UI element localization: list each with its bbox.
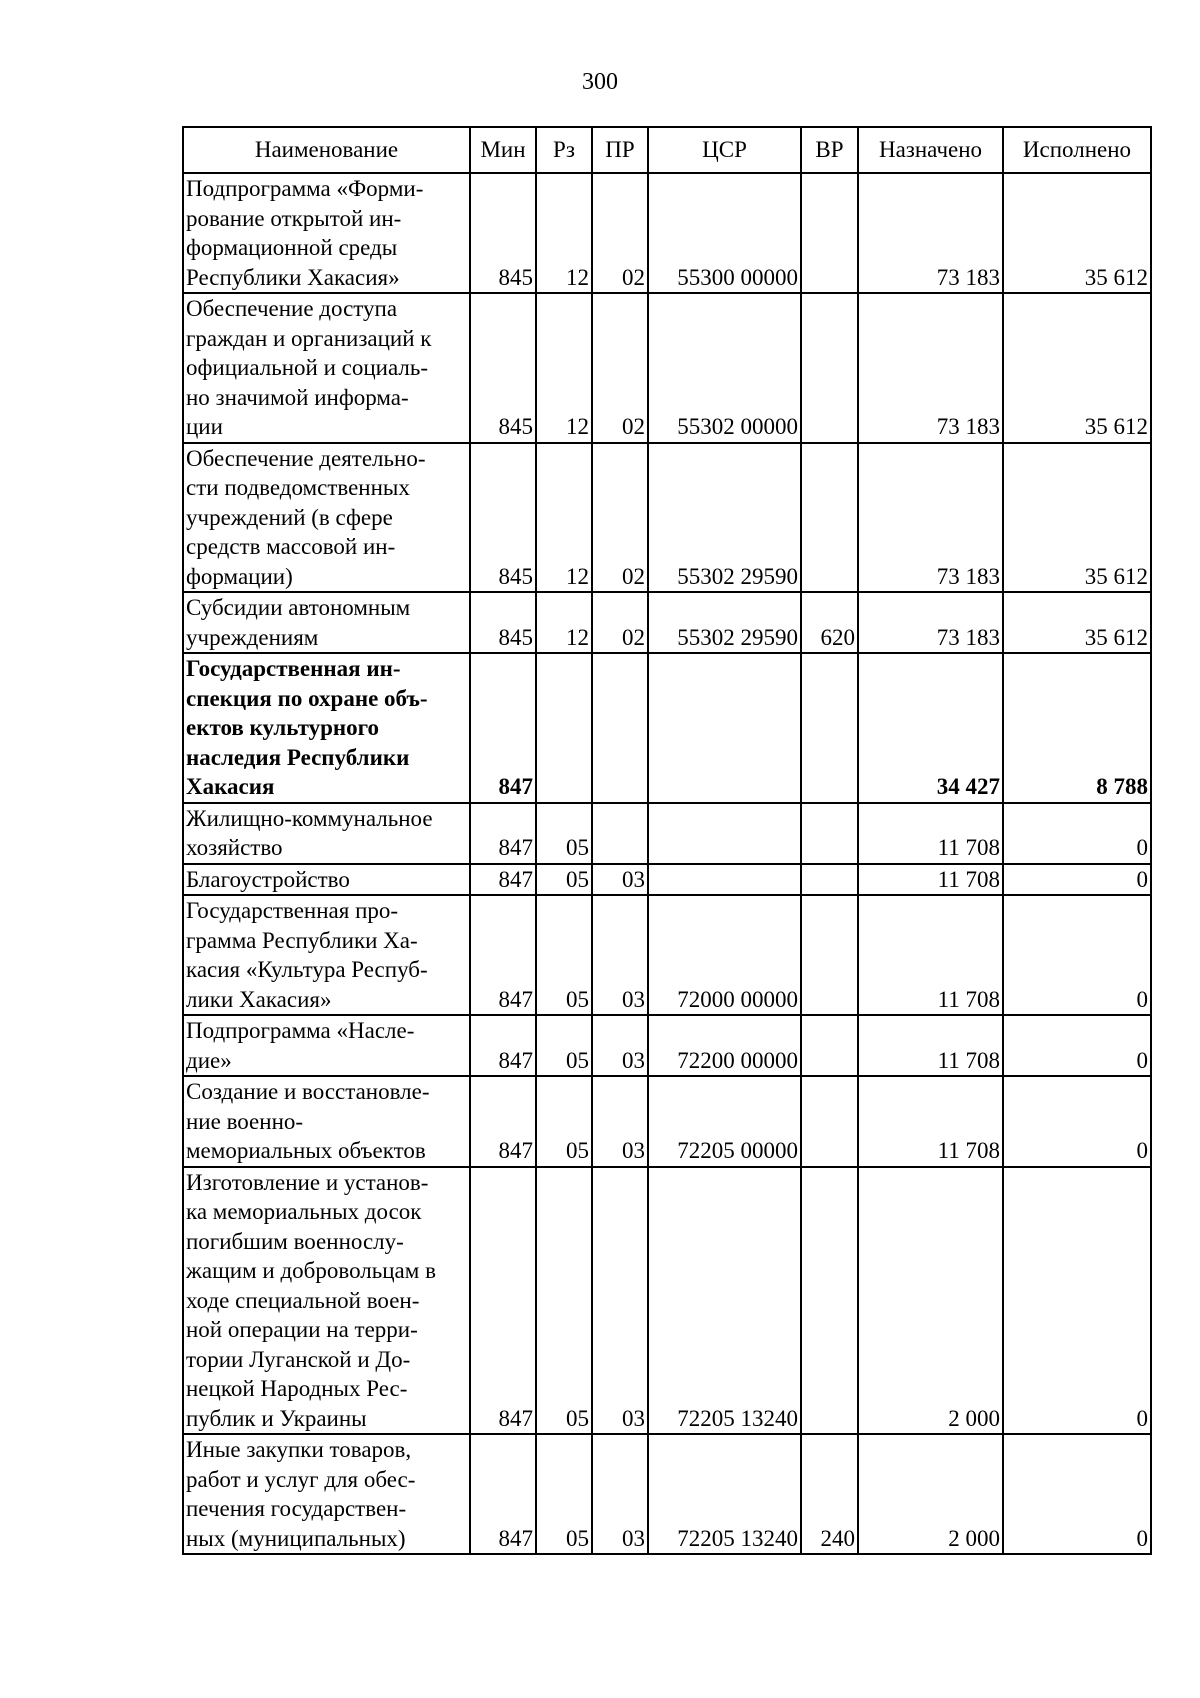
row-rz: 05 — [536, 895, 592, 1015]
row-min: 845 — [470, 443, 536, 593]
row-pr: 03 — [592, 864, 648, 896]
header-name: Наименование — [183, 127, 470, 173]
row-csr: 72205 13240 — [648, 1167, 801, 1435]
row-rz: 12 — [536, 592, 592, 653]
table-row — [183, 864, 1151, 896]
row-pr: 02 — [592, 443, 648, 593]
row-min: 847 — [470, 653, 536, 803]
table-row — [183, 1167, 1151, 1435]
row-name: Государственная ин- спекция по охране объ- ектов культурного наследия Республики Хакасия — [183, 653, 470, 803]
row-vr — [801, 895, 858, 1015]
row-min: 847 — [470, 1015, 536, 1076]
row-executed: 0 — [1003, 1434, 1151, 1554]
row-executed: 35 612 — [1003, 592, 1151, 653]
header-vr: ВР — [801, 127, 858, 173]
row-vr — [801, 1015, 858, 1076]
row-vr — [801, 864, 858, 896]
row-csr: 55302 29590 — [648, 443, 801, 593]
table-row — [183, 1434, 1151, 1554]
row-csr — [648, 864, 801, 896]
table-row — [183, 803, 1151, 864]
row-assigned: 73 183 — [858, 443, 1003, 593]
row-csr — [648, 803, 801, 864]
row-assigned: 11 708 — [858, 1076, 1003, 1167]
row-csr: 72205 13240 — [648, 1434, 801, 1554]
row-pr: 03 — [592, 1015, 648, 1076]
row-executed: 35 612 — [1003, 293, 1151, 443]
header-pr: ПР — [592, 127, 648, 173]
table-row — [183, 293, 1151, 443]
page-number: 300 — [582, 69, 618, 95]
row-csr: 55302 00000 — [648, 293, 801, 443]
row-rz: 12 — [536, 293, 592, 443]
row-assigned: 34 427 — [858, 653, 1003, 803]
row-name: Благоустройство — [183, 864, 470, 896]
row-min: 845 — [470, 293, 536, 443]
row-csr: 55300 00000 — [648, 173, 801, 293]
row-executed: 0 — [1003, 1015, 1151, 1076]
row-min: 847 — [470, 1076, 536, 1167]
row-name: Жилищно-коммунальное хозяйство — [183, 803, 470, 864]
row-csr: 72205 00000 — [648, 1076, 801, 1167]
row-csr: 72000 00000 — [648, 895, 801, 1015]
table-body — [183, 173, 1151, 1554]
row-rz: 05 — [536, 864, 592, 896]
table-row — [183, 1076, 1151, 1167]
row-name: Изготовление и установ- ка мемориальных досок погибшим военнослу- жащим и добровольцам в ходе специальной воен- ной операции на терри- тории Луганской и До- нецкой Народных Рес- публик и Украины — [183, 1167, 470, 1435]
row-rz: 05 — [536, 1167, 592, 1435]
row-min: 845 — [470, 592, 536, 653]
row-vr — [801, 293, 858, 443]
row-assigned: 11 708 — [858, 864, 1003, 896]
header-csr: ЦСР — [648, 127, 801, 173]
row-executed: 0 — [1003, 1167, 1151, 1435]
row-min: 845 — [470, 173, 536, 293]
row-rz: 12 — [536, 443, 592, 593]
row-name: Создание и восстановле- ние военно- мемориальных объектов — [183, 1076, 470, 1167]
row-vr — [801, 653, 858, 803]
table-row — [183, 443, 1151, 593]
row-name: Субсидии автономным учреждениям — [183, 592, 470, 653]
row-vr — [801, 1167, 858, 1435]
row-vr: 240 — [801, 1434, 858, 1554]
row-executed: 0 — [1003, 895, 1151, 1015]
row-assigned: 73 183 — [858, 173, 1003, 293]
row-csr: 55302 29590 — [648, 592, 801, 653]
header-executed: Исполнено — [1003, 127, 1151, 173]
row-rz: 05 — [536, 803, 592, 864]
row-vr — [801, 1076, 858, 1167]
header-rz: Рз — [536, 127, 592, 173]
table-row — [183, 895, 1151, 1015]
row-rz — [536, 653, 592, 803]
header-min: Мин — [470, 127, 536, 173]
row-pr — [592, 653, 648, 803]
row-name: Обеспечение доступа граждан и организаций к официальной и социаль- но значимой информа- ции — [183, 293, 470, 443]
row-pr: 03 — [592, 1167, 648, 1435]
row-assigned: 11 708 — [858, 1015, 1003, 1076]
row-name: Обеспечение деятельно- сти подведомственных учреждений (в сфере средств массовой ин- формации) — [183, 443, 470, 593]
row-vr — [801, 443, 858, 593]
row-assigned: 73 183 — [858, 293, 1003, 443]
row-pr: 02 — [592, 293, 648, 443]
row-assigned: 11 708 — [858, 895, 1003, 1015]
table-row — [183, 592, 1151, 653]
row-vr — [801, 173, 858, 293]
row-executed: 35 612 — [1003, 173, 1151, 293]
row-executed: 0 — [1003, 803, 1151, 864]
table-row — [183, 653, 1151, 803]
row-executed: 8 788 — [1003, 653, 1151, 803]
row-name: Иные закупки товаров, работ и услуг для обес- печения государствен- ных (муниципальных) — [183, 1434, 470, 1554]
row-pr — [592, 803, 648, 864]
row-min: 847 — [470, 1434, 536, 1554]
row-csr: 72200 00000 — [648, 1015, 801, 1076]
table-row — [183, 1015, 1151, 1076]
row-min: 847 — [470, 864, 536, 896]
row-min: 847 — [470, 895, 536, 1015]
row-assigned: 2 000 — [858, 1167, 1003, 1435]
row-rz: 12 — [536, 173, 592, 293]
row-executed: 35 612 — [1003, 443, 1151, 593]
row-pr: 02 — [592, 173, 648, 293]
row-assigned: 73 183 — [858, 592, 1003, 653]
header-assigned: Назначено — [858, 127, 1003, 173]
header-row — [183, 127, 1151, 173]
row-min: 847 — [470, 803, 536, 864]
row-assigned: 2 000 — [858, 1434, 1003, 1554]
row-rz: 05 — [536, 1076, 592, 1167]
row-name: Подпрограмма «Форми- рование открытой ин- формационной среды Республики Хакасия» — [183, 173, 470, 293]
row-assigned: 11 708 — [858, 803, 1003, 864]
row-pr: 03 — [592, 1434, 648, 1554]
row-rz: 05 — [536, 1015, 592, 1076]
row-vr: 620 — [801, 592, 858, 653]
row-name: Подпрограмма «Насле- дие» — [183, 1015, 470, 1076]
row-pr: 02 — [592, 592, 648, 653]
row-vr — [801, 803, 858, 864]
row-csr — [648, 653, 801, 803]
budget-table — [182, 126, 1152, 1555]
row-executed: 0 — [1003, 1076, 1151, 1167]
row-pr: 03 — [592, 895, 648, 1015]
row-executed: 0 — [1003, 864, 1151, 896]
table-row — [183, 173, 1151, 293]
row-pr: 03 — [592, 1076, 648, 1167]
row-min: 847 — [470, 1167, 536, 1435]
row-rz: 05 — [536, 1434, 592, 1554]
row-name: Государственная про- грамма Республики Ха- касия «Культура Респуб- лики Хакасия» — [183, 895, 470, 1015]
